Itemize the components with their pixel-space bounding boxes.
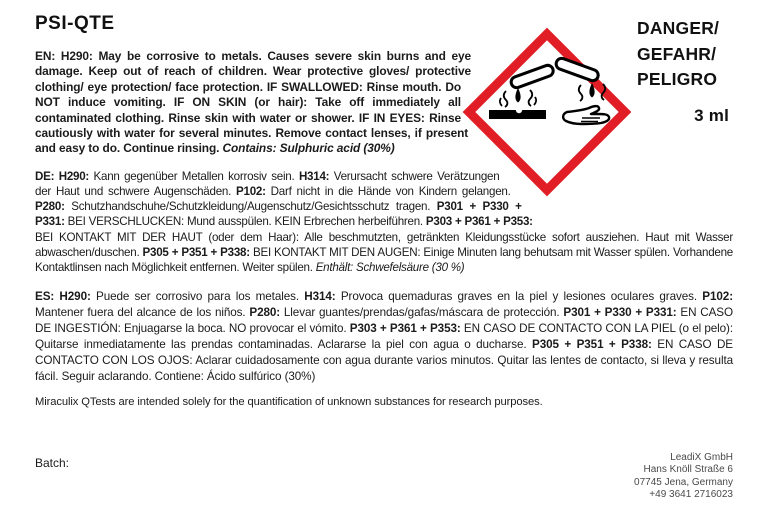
text-segment: Puede ser corrosivo para los metales. (90, 290, 305, 304)
text-segment: P303 + P361 + P353: (425, 215, 533, 229)
text-segment: P305 + P351 + P338: (532, 338, 652, 352)
text-segment: P102: (702, 290, 733, 304)
text-segment: P102: (236, 185, 266, 199)
text-segment: P305 + P351 + P338: (142, 245, 250, 259)
manufacturer-address (634, 452, 733, 501)
hazard-paragraph-en (35, 49, 471, 157)
text-segment: P301 + P330 + P331: (563, 306, 677, 320)
signal-word-block (637, 16, 733, 128)
text-segment: Schutzhandschuhe/Schutzkleidung/Augenschutz/Gesichtsschutz tragen. (64, 200, 437, 214)
text-segment: EN: H290: May be corrosive to metals. Causes severe skin burns and eye damage. Keep out of reach of children. Wear protective gloves/ protective clothing/ eye protection/ face protection. IF SWALLOWED: Rinse mouth. Do NOT induce vomiting. IF ON SKIN (or hair): Take off immediately all contaminated clothing. Rinse skin with water or shower. IF IN EYES: Rinse cautiously with water for several minutes. Remove contact lenses, if present and easy to do. Continue rinsing. (35, 49, 471, 156)
volume-text: 3 ml (694, 105, 729, 125)
text-segment: DE: H290: (35, 169, 90, 183)
text-segment: P280: (249, 306, 281, 320)
text-segment: H314: (304, 290, 336, 304)
corrosion-notch-icon (516, 107, 522, 113)
signal-word-danger: DANGER/ (637, 18, 720, 38)
research-purpose-note: Miraculix QTests are intended solely for the quantification of unknown substances for research purposes. (35, 396, 543, 409)
signal-word-gefahr: GEFAHR/ (637, 43, 717, 64)
text-segment: P301 + P330 + P331: (35, 200, 522, 229)
address-company: LeadiX GmbH (670, 452, 733, 463)
text-segment: ES: H290: (35, 290, 91, 304)
text-segment: EN CASO DE CONTACTO CON LOS OJOS: Aclarar cuidadosamente con agua durante varios minutos. Quitar las lentes de contacto, si lleva y resulta fácil. Seguir aclarando. Contiene: Ácido sulfúrico (30%) (35, 338, 733, 384)
batch-label: Batch: (35, 456, 70, 470)
text-segment: Enthält: Schwefelsäure (30 %) (315, 261, 465, 275)
text-segment: Mantener fuera del alcance de los niños. (35, 306, 250, 320)
text-segment: BEI KONTAKT MIT DER HAUT (oder dem Haar): Alle beschmutzten, getränkten Kleidungsstücke sofort ausziehen. Haut mit Wasser abwaschen/duschen. (35, 230, 733, 259)
text-segment: Kann gegenüber Metallen korrosiv sein. (89, 169, 299, 183)
signal-word-peligro: PELIGRO (637, 69, 718, 89)
text-segment: Llevar guantes/prendas/gafas/máscara de protección. (280, 306, 564, 320)
text-segment: BEI KONTAKT MIT DEN AUGEN: Einige Minuten lang behutsam mit Wasser spülen. Vorhandene Kontaktlinsen nach Möglichkeit entfernen. Weiter spülen. (35, 245, 733, 275)
text-segment: H314: (298, 169, 330, 183)
text-segment: Contains: Sulphuric acid (30%) (222, 141, 395, 156)
text-segment: EN CASO DE CONTACTO CON LA PIEL (o el pelo): Quitarse inmediatamente las prendas contaminadas. Aclararse la piel con agua o ducharse. (35, 322, 733, 352)
text-segment: Darf nicht in die Hände von Kindern gelangen. (265, 185, 511, 199)
text-segment: Verursacht schwere Verätzungen der Haut und schwere Augenschäden. (35, 169, 500, 199)
text-segment: BEI VERSCHLUCKEN: Mund ausspülen. KEIN Erbrechen herbeiführen. (64, 215, 426, 229)
text-segment: Provoca quemaduras graves en la piel y lesiones oculares graves. (335, 290, 703, 304)
address-street: Hans Knöll Straße 6 (643, 464, 733, 476)
text-segment: P303 + P361 + P353: (349, 322, 461, 336)
product-title: PSI-QTE (35, 13, 115, 34)
address-city: 07745 Jena, Germany (634, 476, 733, 488)
text-segment: P280: (35, 200, 65, 214)
text-segment: EN CASO DE INGESTIÓN: Enjuagarse la boca. NO provocar el vómito. (35, 306, 733, 336)
hazard-paragraph-es (35, 289, 733, 385)
address-phone: +49 3641 2716023 (649, 488, 733, 500)
